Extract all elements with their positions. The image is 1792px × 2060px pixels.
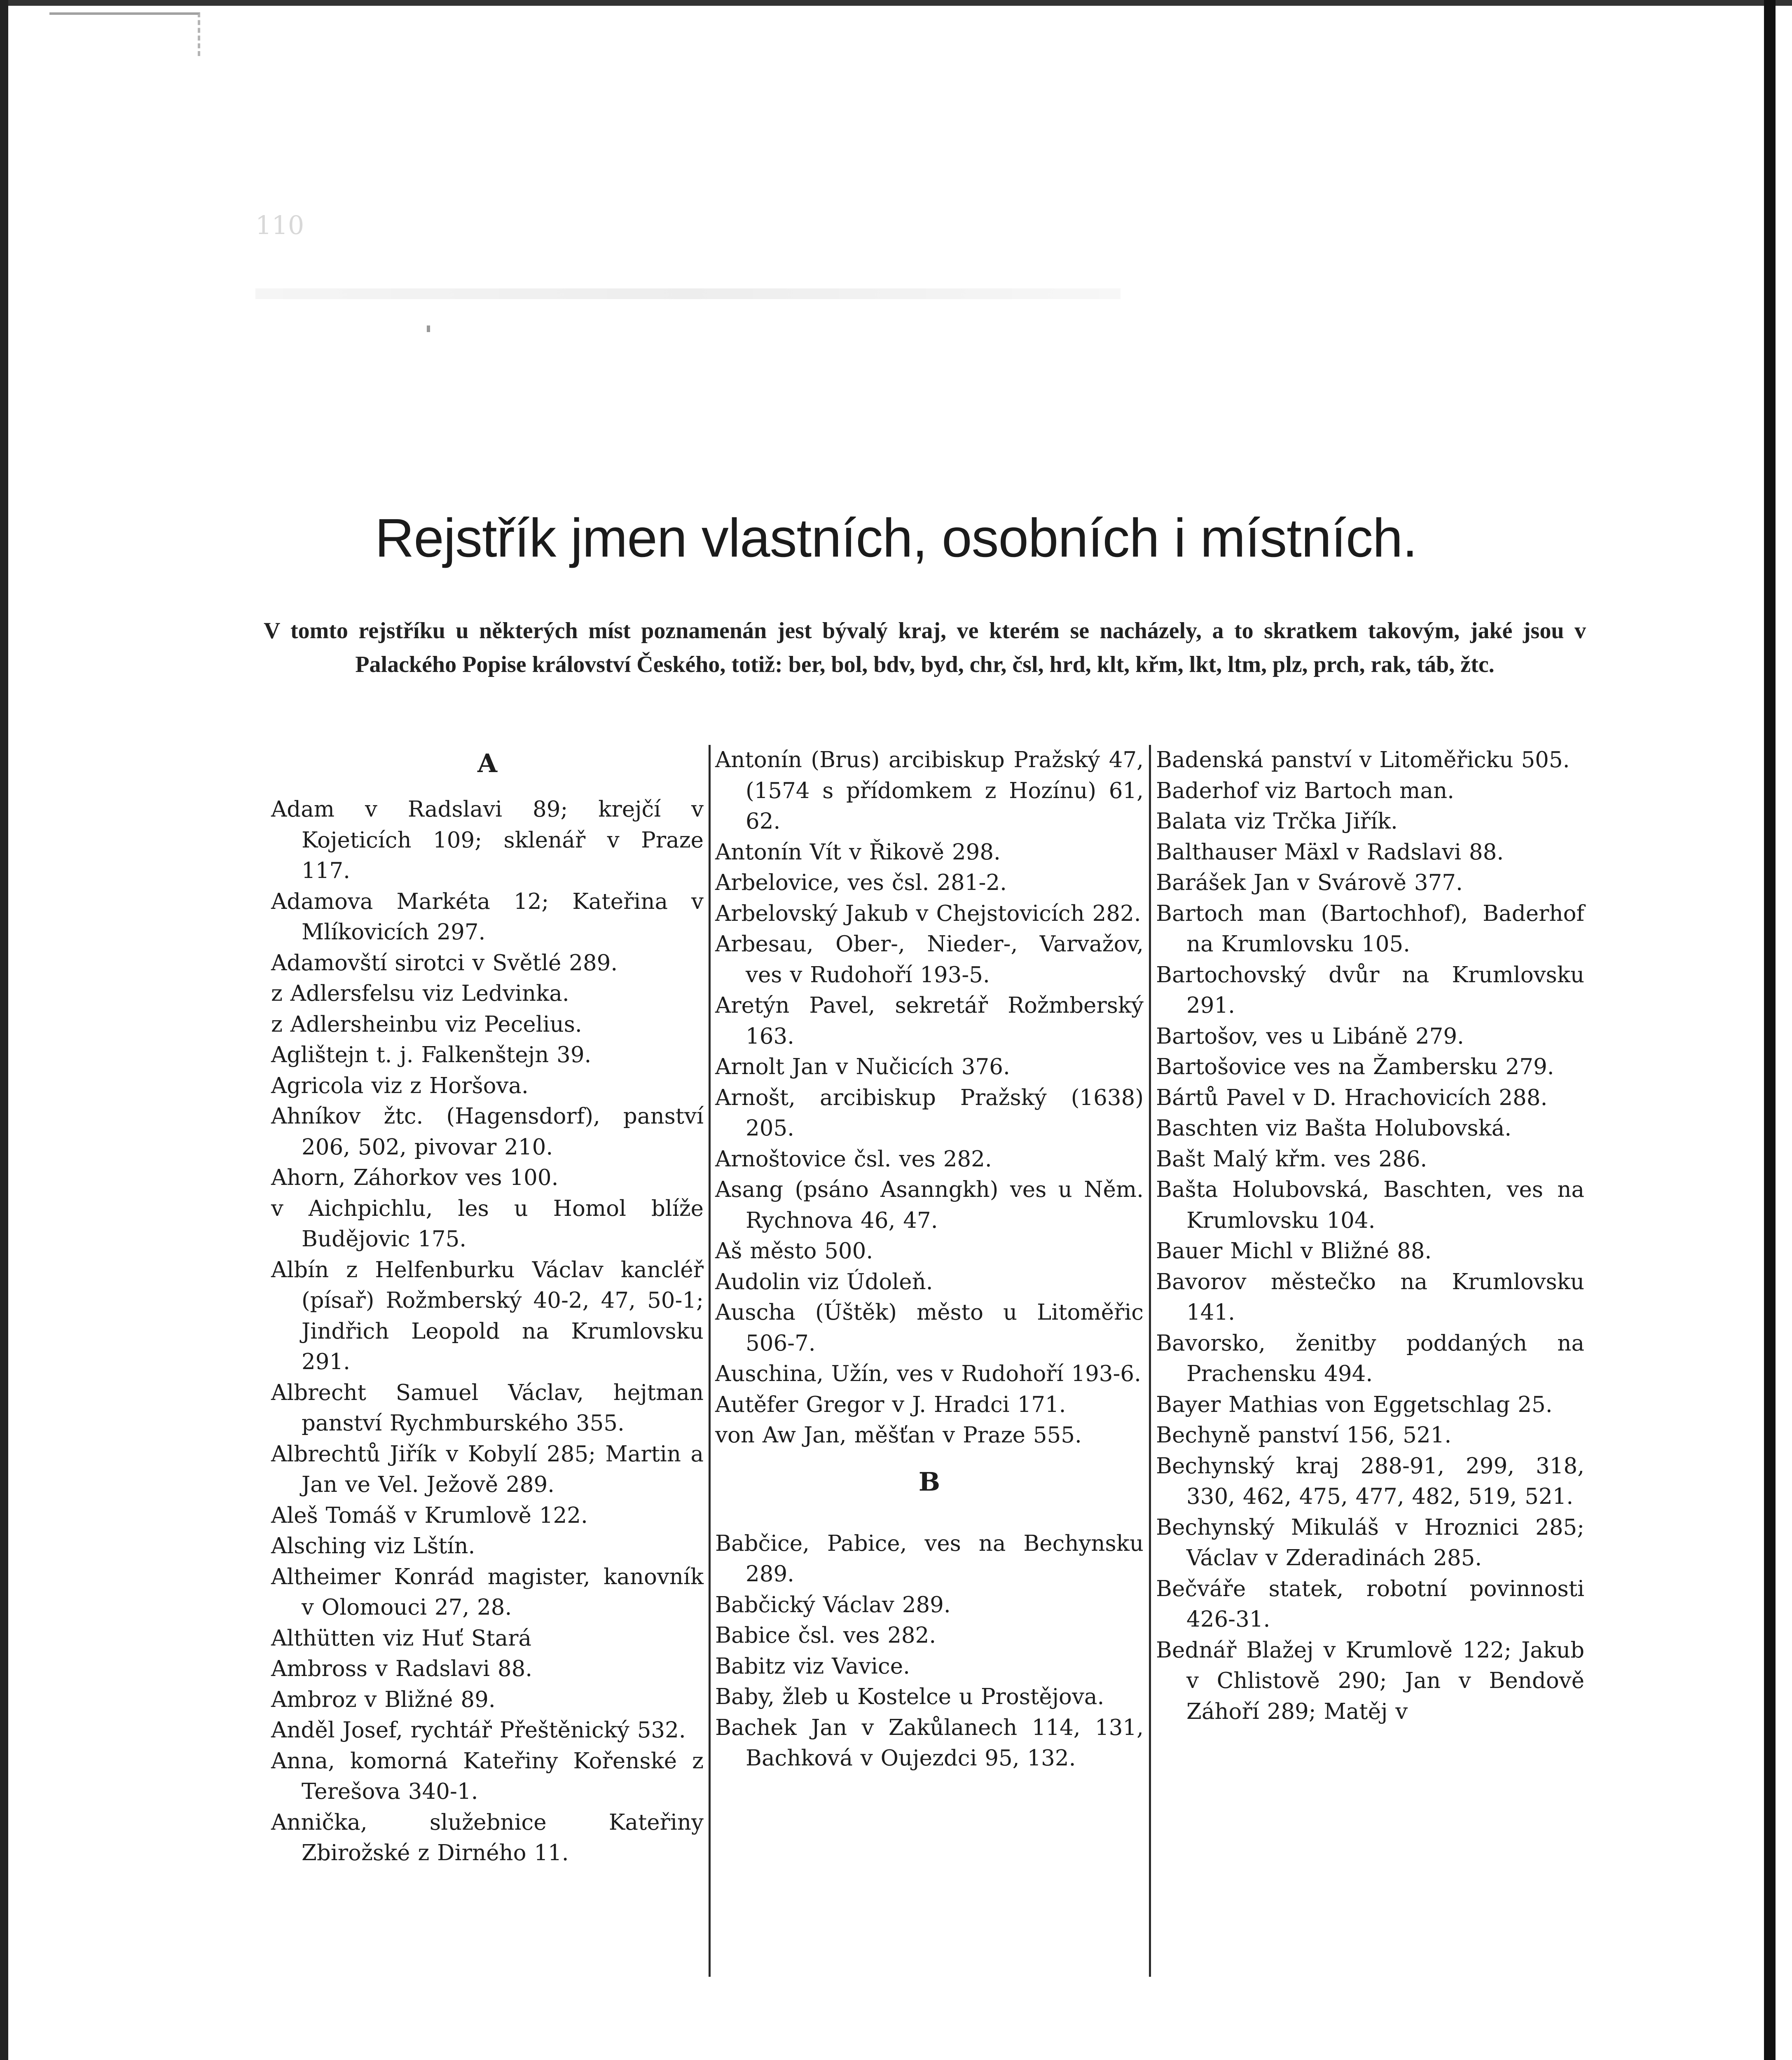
index-entry: Barášek Jan v Svárově 377. (1156, 870, 1463, 895)
index-entry: z Adlersfelsu viz Ledvinka. (271, 981, 569, 1006)
index-entry: Bartošov, ves u Libáně 279. (1156, 1023, 1464, 1049)
index-entry: Anna, komorná Kateřiny Kořenské z Terešova 340-1. (271, 1748, 704, 1804)
index-entry: Bartochovský dvůr na Krumlovsku 291. (1156, 962, 1584, 1018)
index-entry: Ambross v Radslavi 88. (271, 1656, 533, 1681)
index-entry: Arnošt, arcibiskup Pražský (1638) 205. (715, 1085, 1144, 1141)
index-entry: Ahorn, Záhorkov ves 100. (271, 1165, 559, 1190)
column-divider-2 (1149, 745, 1151, 1977)
index-entry: Albrecht Samuel Václav, hejtman panství Rychmburského 355. (271, 1380, 704, 1436)
index-entry: Adam v Radslavi 89; krejčí v Kojeticích 109; sklenář v Praze 117. (271, 797, 704, 883)
entry-list (271, 794, 704, 1869)
index-entry: Arbelovice, ves čsl. 281-2. (715, 870, 1007, 895)
index-entry: Arbesau, Ober-, Nieder-, Varvažov, ves v Rudohoří 193-5. (715, 932, 1144, 988)
index-entry: Audolin viz Údoleň. (715, 1269, 933, 1295)
index-column-1 (271, 745, 704, 1869)
index-entry: Bechynský kraj 288-91, 299, 318, 330, 462, 475, 477, 482, 519, 521. (1156, 1453, 1584, 1509)
entry-list (715, 745, 1144, 1451)
page-title: Rejstřík jmen vlastních, osobních i místních. (375, 508, 1417, 568)
index-entry: Alsching viz Lštín. (271, 1533, 475, 1559)
index-entry: Agricola viz z Horšova. (271, 1073, 529, 1098)
ink-speck (427, 325, 430, 332)
index-entry: Asang (psáno Asanngkh) ves u Něm. Rychnova 46, 47. (715, 1177, 1144, 1233)
index-entry: Bečváře statek, robotní povinnosti 426-31. (1156, 1576, 1584, 1632)
index-entry: Antonín (Brus) arcibiskup Pražský 47, (1574 s přídomkem z Hozínu) 61, 62. (715, 747, 1144, 834)
index-entry: Babčický Václav 289. (715, 1592, 951, 1618)
index-entry: Adamovští sirotci v Světlé 289. (271, 950, 618, 976)
index-entry: Aš město 500. (715, 1238, 873, 1264)
index-entry: Bavorsko, ženitby poddaných na Prachensku 494. (1156, 1330, 1584, 1386)
index-entry: Bayer Mathias von Eggetschlag 25. (1156, 1392, 1553, 1417)
index-entry: Aleš Tomáš v Krumlově 122. (271, 1503, 588, 1528)
index-entry: Aretýn Pavel, sekretář Rožmberský 163. (715, 993, 1144, 1049)
bleed-through-text (255, 288, 1121, 299)
index-entry: Anděl Josef, rychtář Přeštěnický 532. (271, 1718, 686, 1743)
index-entry: Auscha (Úštěk) město u Litoměřic 506-7. (715, 1300, 1144, 1356)
index-entry: von Aw Jan, měšťan v Praze 555. (715, 1423, 1082, 1448)
section-letter-a: A (477, 748, 498, 778)
index-entry: Auschina, Užín, ves v Rudohoří 193-6. (715, 1361, 1142, 1386)
index-entry: Bartoch man (Bartochhof), Baderhof na Krumlovsku 105. (1156, 901, 1584, 957)
index-entry: Bártů Pavel v D. Hrachovicích 288. (1156, 1085, 1548, 1110)
index-entry: Balthauser Mäxl v Radslavi 88. (1156, 839, 1504, 865)
index-entry: Bartošovice ves na Žambersku 279. (1156, 1054, 1554, 1079)
index-entry: v Aichpichlu, les u Homol blíže Budějovic 175. (271, 1196, 704, 1252)
index-entry: Bechynský Mikuláš v Hroznici 285; Václav v Zderadinách 285. (1156, 1515, 1584, 1571)
index-entry: Arnoštovice čsl. ves 282. (715, 1146, 992, 1172)
index-entry: Althütten viz Huť Stará (271, 1625, 532, 1651)
index-entry: Annička, služebnice Kateřiny Zbirožské z Dirného 11. (271, 1810, 704, 1866)
index-entry: Balata viz Trčka Jiřík. (1156, 809, 1398, 834)
corner-scan-mark (49, 12, 200, 56)
index-entry: Baschten viz Bašta Holubovská. (1156, 1116, 1512, 1141)
index-entry: Bašt Malý křm. ves 286. (1156, 1146, 1427, 1172)
index-entry: Bechyně panství 156, 521. (1156, 1423, 1452, 1448)
index-entry: Badenská panství v Litoměřicku 505. (1156, 747, 1570, 772)
index-column-3 (1156, 745, 1584, 1727)
section-letter-b: B (918, 1466, 940, 1497)
index-entry: Arbelovský Jakub v Chejstovicích 282. (715, 901, 1141, 926)
intro-paragraph: V tomto rejstříku u některých míst poznamenán jest bývalý kraj, ve kterém se nacházely, a to skratkem takovým, jaké jsou v Palackého Popise království Českého, totiž: ber, bol, bdv, byd, chr, čsl, hrd, klt, křm, lkt, ltm, plz, prch, rak, táb, žtc. (264, 618, 1586, 677)
index-entry: Albín z Helfenburku Václav kancléř (písař) Rožmberský 40-2, 47, 50-1; Jindřich Leopold na Krumlovsku 291. (271, 1257, 704, 1374)
index-entry: Bavorov městečko na Krumlovsku 141. (1156, 1269, 1584, 1325)
index-entry: Bauer Michl v Bližné 88. (1156, 1238, 1432, 1264)
entry-list (715, 1529, 1144, 1774)
index-entry: Bašta Holubovská, Baschten, ves na Krumlovsku 104. (1156, 1177, 1584, 1233)
index-entry: Altheimer Konrád magister, kanovník v Olomouci 27, 28. (271, 1564, 704, 1620)
index-entry: Autěfer Gregor v J. Hradci 171. (715, 1392, 1066, 1417)
index-entry: Baderhof viz Bartoch man. (1156, 778, 1454, 803)
index-entry: z Adlersheinbu viz Pecelius. (271, 1011, 582, 1037)
index-entry: Babitz viz Vavice. (715, 1653, 910, 1679)
entry-list (1156, 745, 1584, 1727)
column-divider-1 (709, 745, 711, 1977)
index-entry: Adamova Markéta 12; Kateřina v Mlíkovicích 297. (271, 889, 704, 945)
index-entry: Arnolt Jan v Nučicích 376. (715, 1054, 1010, 1079)
index-entry: Ahníkov žtc. (Hagensdorf), panství 206, 502, pivovar 210. (271, 1104, 704, 1160)
index-entry: Aglištejn t. j. Falkenštejn 39. (271, 1042, 592, 1067)
index-entry: Ambroz v Bližné 89. (271, 1687, 496, 1712)
index-entry: Baby, žleb u Kostelce u Prostějova. (715, 1684, 1104, 1709)
index-entry: Bednář Blažej v Krumlově 122; Jakub v Chlistově 290; Jan v Bendově Záhoří 289; Matěj v (1156, 1637, 1584, 1724)
index-entry: Albrechtů Jiřík v Kobylí 285; Martin a Jan ve Vel. Ježově 289. (271, 1441, 704, 1497)
bleed-through-page-number: 110 (255, 210, 304, 240)
index-entry: Bachek Jan v Zakůlanech 114, 131, Bachková v Oujezdci 95, 132. (715, 1715, 1144, 1771)
index-column-2 (715, 745, 1144, 1774)
index-entry: Babice čsl. ves 282. (715, 1623, 936, 1648)
index-entry: Antonín Vít v Řikově 298. (715, 839, 1001, 865)
index-entry: Babčice, Pabice, ves na Bechynsku 289. (715, 1531, 1144, 1587)
